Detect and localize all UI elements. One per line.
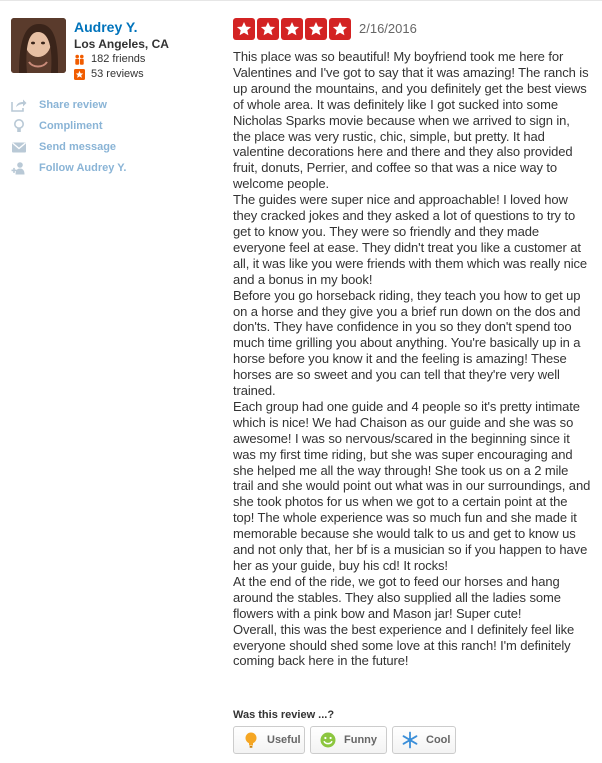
review-actions — [11, 94, 216, 178]
share-review-link[interactable] — [11, 94, 216, 115]
user-info — [74, 19, 224, 82]
review-paragraph: The guides were super nice and approachable! I loved how they cracked jokes and they asked a lot of questions to try to get to know you. They were so friendly and they made everyone feel at ease. They didn't treat you like a customer at all, it was like you were friends with them which was really nice and a bonus in my book! — [233, 192, 588, 287]
message-icon — [11, 140, 27, 154]
review-paragraph: This place was so beautiful! My boyfriend took me here for Valentines and I've got to say that it was amazing! The ranch is up around the mountains, and you definitely get the best views of whole area. It was definitely like I got sucked into some Nicholas Sparks movie because when we arrived to sign in, the place was very rustic, chic, simple, but pretty. It had valentine decorations here and there and they also provided fruit, donuts, Perrier, and coffee so that was a nice way to welcome people. — [233, 49, 589, 192]
user-name-link[interactable]: Audrey Y. — [74, 19, 138, 35]
smiley-icon — [319, 731, 337, 749]
vote-buttons — [233, 726, 461, 754]
friends-count — [74, 52, 224, 67]
friends-count-text: 182 friends — [91, 53, 146, 65]
star-icon — [281, 18, 303, 40]
useful-label: Useful — [267, 734, 301, 746]
funny-label: Funny — [344, 734, 377, 746]
star-icon — [233, 18, 255, 40]
share-icon — [11, 98, 27, 112]
follow-user-link[interactable] — [11, 157, 216, 178]
review-paragraph: Overall, this was the best experience and I definitely feel like everyone should shed some love at this ranch! I'm definitely coming back here in the future! — [233, 621, 575, 669]
cool-button[interactable] — [392, 726, 456, 754]
review-paragraph: Before you go horseback riding, they teach you how to get up on a horse and they give you a brief run down on the dos and don'ts. They have confidence in you so they don't spend too much time grilling you about anything. You're basically up in a horse before you know it and the feeling is amazing! These horses are so sweet and you can tell that they're very well trained. — [233, 287, 581, 399]
compliment-link[interactable] — [11, 115, 216, 136]
snowflake-icon — [401, 731, 419, 749]
lightbulb-icon — [242, 731, 260, 749]
reviews-count — [74, 67, 224, 82]
avatar-photo — [11, 18, 66, 73]
user-location: Los Angeles, CA — [74, 37, 169, 51]
star-icon — [257, 18, 279, 40]
friends-icon — [74, 54, 85, 65]
compliment-label: Compliment — [39, 119, 103, 132]
reviews-icon — [74, 69, 85, 80]
compliment-icon — [11, 119, 27, 133]
follow-icon — [11, 161, 27, 175]
send-message-label: Send message — [39, 140, 117, 153]
follow-user-label: Follow Audrey Y. — [39, 161, 127, 174]
star-rating-boxes — [233, 18, 353, 40]
send-message-link[interactable] — [11, 136, 216, 157]
star-icon — [329, 18, 351, 40]
share-review-label: Share review — [39, 98, 107, 111]
review-date: 2/16/2016 — [359, 21, 417, 36]
star-rating — [233, 18, 417, 40]
funny-button[interactable] — [310, 726, 387, 754]
useful-button[interactable] — [233, 726, 305, 754]
user-avatar[interactable] — [11, 18, 66, 73]
reviews-count-text: 53 reviews — [91, 68, 144, 80]
review-paragraph: At the end of the ride, we got to feed our horses and hang around the stables. They also supplied all the ladies some flowers with a pink bow and Mason jar! Super cute! — [233, 573, 561, 621]
vote-question: Was this review ...? — [233, 709, 335, 721]
review-text — [233, 49, 591, 669]
star-icon — [305, 18, 327, 40]
review-paragraph: Each group had one guide and 4 people so it's pretty intimate which is nice! We had Chaison as our guide and she was so awesome! I was so nervous/scared in the beginning since it was my first time riding, but she was super encouraging and she helped me all the way through! She took us on a 2 mile trail and she would point out what was in our surroundings, and she took photos for us when we got to a certain point at the top! The whole experience was so much fun and she made it memorable because she would talk to us and get to know us and not only that, her bf is a musician so if you happen to have her as your guide, buy his cd! It rocks! — [233, 398, 591, 573]
cool-label: Cool — [426, 734, 451, 746]
